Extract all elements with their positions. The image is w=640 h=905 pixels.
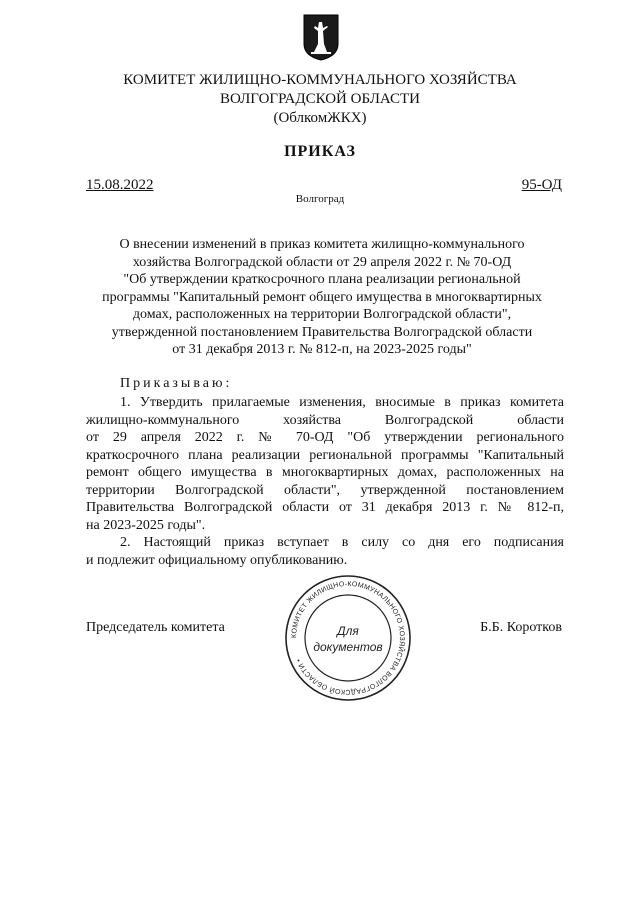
coat-of-arms-emblem bbox=[303, 14, 339, 61]
stamp-text-line1: Для bbox=[337, 624, 359, 638]
stamp-inner-ring bbox=[305, 595, 391, 681]
paragraph-line: на 2023-2025 годы". bbox=[86, 517, 206, 533]
city-name: Волгоград bbox=[295, 193, 345, 205]
organization-abbreviation: (ОблкомЖКХ) bbox=[273, 110, 367, 126]
organization-name-line1: КОМИТЕТ ЖИЛИЩНО-КОММУНАЛЬНОГО ХОЗЯЙСТВА bbox=[123, 72, 517, 88]
document-type-title: ПРИКАЗ bbox=[284, 143, 356, 160]
subject-line: утвержденной постановлением Правительства Волгоградской области bbox=[111, 324, 533, 340]
organization-name-line2: ВОЛГОГРАДСКОЙ ОБЛАСТИ bbox=[220, 91, 420, 107]
subject-line: О внесении изменений в приказ комитета жилищно-коммунального bbox=[119, 237, 525, 252]
stamp-ring-text: КОМИТЕТ ЖИЛИЩНО-КОММУНАЛЬНОГО ХОЗЯЙСТВА ВОЛГОГРАДСКОЙ ОБЛАСТИ • bbox=[290, 580, 406, 696]
subject-line: от 31 декабря 2013 г. № 812-п, на 2023-2025 годы" bbox=[172, 342, 472, 357]
paragraph-line: территории Волгоградской области", утвержденной постановлением bbox=[86, 482, 564, 498]
signatory-position: Председатель комитета bbox=[86, 620, 225, 635]
paragraph-line: от 29 апреля 2022 г. № 70-ОД "Об утверждении регионального bbox=[86, 430, 564, 445]
subject-line: домах, расположенных на территории Волгоградской области", bbox=[132, 307, 512, 322]
subject-line: хозяйства Волгоградской области от 29 апреля 2022 г. № 70-ОД bbox=[132, 254, 512, 270]
order-directive-word: Приказываю: bbox=[120, 376, 233, 391]
subject-line: "Об утверждении краткосрочного плана реализации региональной bbox=[123, 272, 521, 287]
subject-line: программы "Капитальный ремонт общего имущества в многоквартирных bbox=[102, 289, 542, 305]
paragraph-line: 1. Утвердить прилагаемые изменения, вносимые в приказ комитета bbox=[120, 395, 564, 410]
signatory-name: Б.Б. Коротков bbox=[480, 620, 562, 635]
paragraph-line: и подлежит официальному опубликованию. bbox=[86, 552, 348, 568]
paragraph-2 bbox=[86, 534, 564, 569]
paragraph-line: 2. Настоящий приказ вступает в силу со дня его подписания bbox=[120, 535, 564, 550]
paragraph-line: Правительства Волгоградской области от 31 декабря 2013 г. № 812-п, bbox=[86, 500, 564, 515]
order-number: 95-ОД bbox=[521, 177, 562, 193]
paragraph-line: ремонт общего имущества в многоквартирных домах, расположенных на bbox=[86, 465, 564, 480]
order-date: 15.08.2022 bbox=[86, 177, 154, 193]
paragraph-1 bbox=[86, 394, 564, 534]
order-subject bbox=[80, 236, 564, 359]
paragraph-line: краткосрочного плана реализации региональной программы "Капитальный bbox=[86, 447, 564, 463]
stamp-text-line2: документов bbox=[313, 640, 383, 654]
official-stamp bbox=[283, 573, 413, 703]
paragraph-line: жилищно-коммунального хозяйства Волгоградской области bbox=[86, 412, 564, 428]
